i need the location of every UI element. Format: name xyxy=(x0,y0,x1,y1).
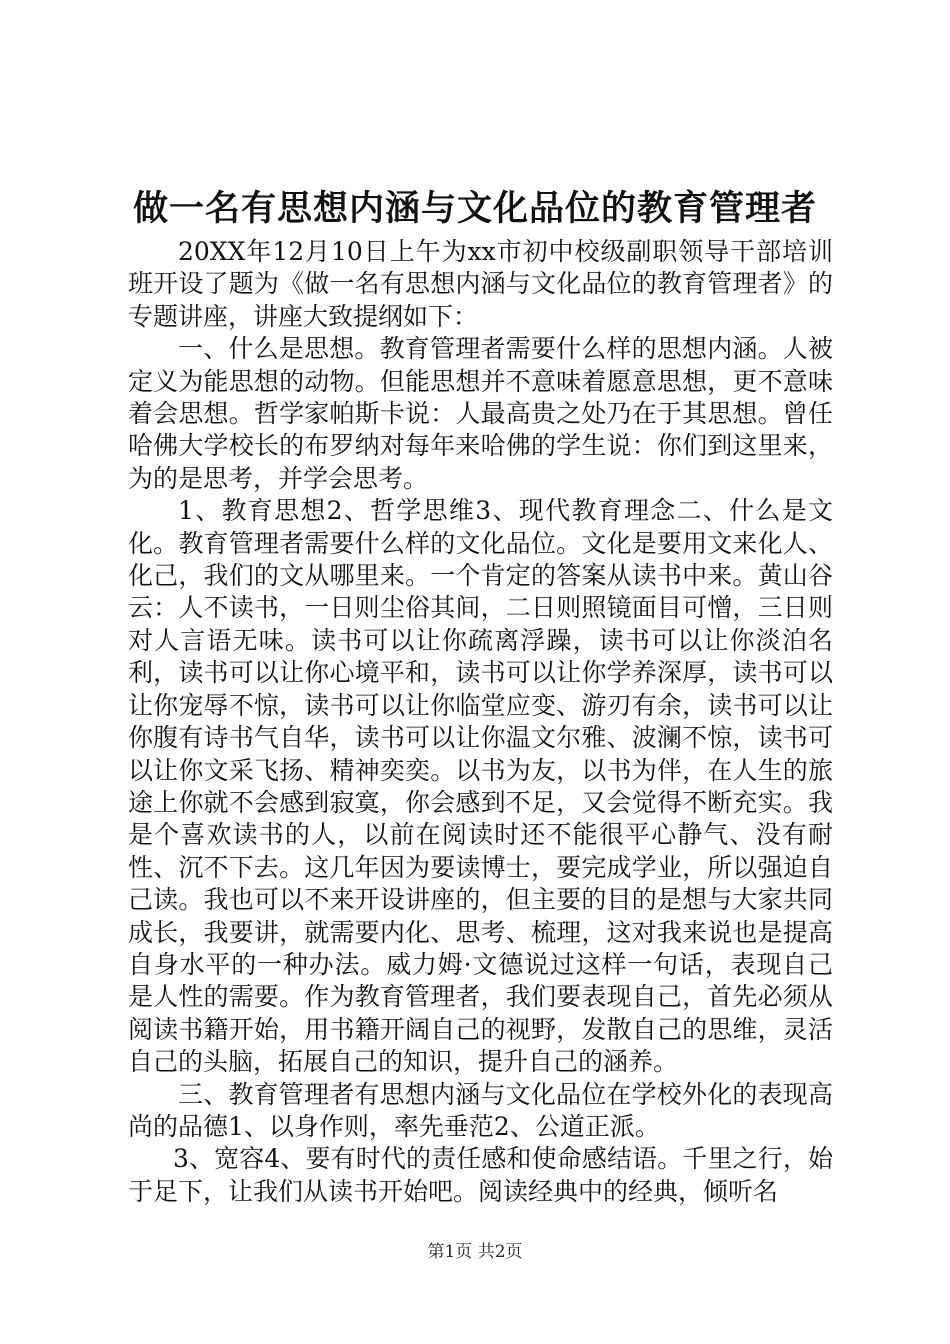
document-title: 做一名有思想内涵与文化品位的教育管理者 xyxy=(132,188,817,229)
page-footer: 第1页 共2页 xyxy=(427,1242,523,1262)
document-body xyxy=(128,236,833,1208)
paragraph-conclusion: 3、宽容4、要有时代的责任感和使命感结语。千里之行，始于足下，让我们从读书开始吧。阅读经典中的经典，倾听名 xyxy=(128,1144,833,1206)
paragraph-section-one: 一、什么是思想。教育管理者需要什么样的思想内涵。人被定义为能思想的动物。但能思想并不意味着愿意思想，更不意味着会思想。哲学家帕斯卡说：人最高贵之处乃在于其思想。曾任哈佛大学校长的布罗纳对每年来哈佛的学生说：你们到这里来，为的是思考，并学会思考。 xyxy=(128,334,833,493)
paragraph-section-two: 1、教育思想2、哲学思维3、现代教育理念二、什么是文化。教育管理者需要什么样的文化品位。文化是要用文来化人、化己，我们的文从哪里来。一个肯定的答案从读书中来。黄山谷云：人不读书，一日则尘俗其间，二日则照镜面目可憎，三日则对人言语无味。读书可以让你疏离浮躁，读书可以让你淡泊名利，读书可以让你心境平和，读书可以让你学养深厚，读书可以让你宠辱不惊，读书可以让你临堂应变、游刃有余，读书可以让你腹有诗书气自华，读书可以让你温文尔雅、波澜不惊，读书可以让你文采飞扬、精神奕奕。以书为友，以书为伴，在人生的旅途上你就不会感到寂寞，你会感到不足，又会觉得不断充实。我是个喜欢读书的人，以前在阅读时还不能很平心静气、没有耐性、沉不下去。这几年因为要读博士，要完成学业，所以强迫自己读。我也可以不来开设讲座的，但主要的目的是想与大家共同成长，我要讲，就需要内化、思考、梳理，这对我来说也是提高自身水平的一种办法。威力姆·文德说过这样一句话，表现自己是人性的需要。作为教育管理者，我们要表现自己，首先必须从阅读书籍开始，用书籍开阔自己的视野，发散自己的思维，灵活自己的头脑，拓展自己的知识，提升自己的涵养。 xyxy=(128,496,833,1077)
paragraph-section-three: 三、教育管理者有思想内涵与文化品位在学校外化的表现高尚的品德1、以身作则，率先垂范2、公道正派。 xyxy=(128,1079,833,1141)
paragraph-intro: 20XX年12月10日上午为xx市初中校级副职领导干部培训班开设了题为《做一名有思想内涵与文化品位的教育管理者》的专题讲座，讲座大致提纲如下： xyxy=(128,237,833,331)
